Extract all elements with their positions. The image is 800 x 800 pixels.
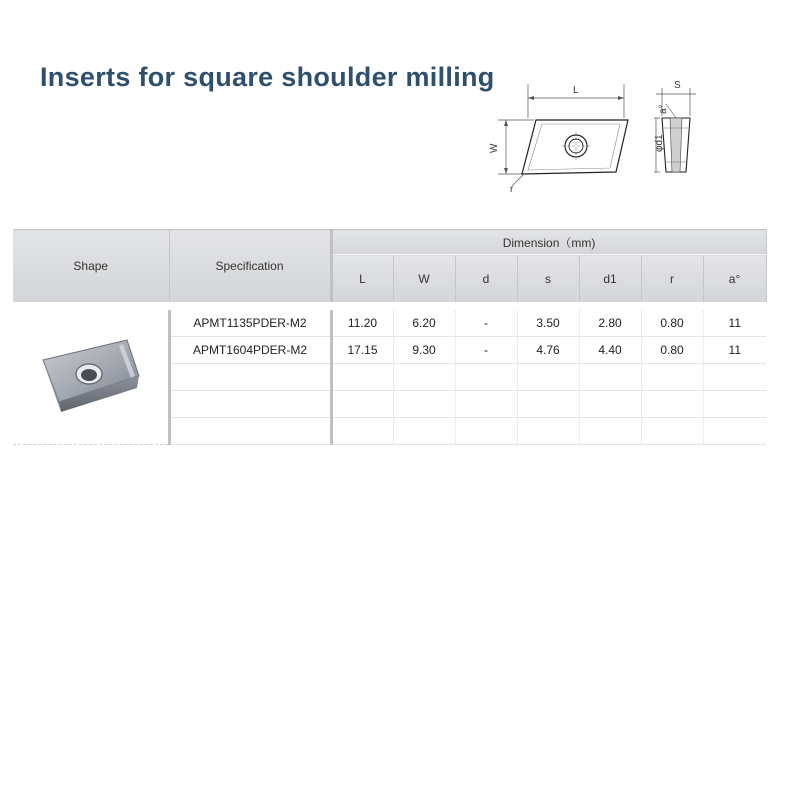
spec-cell	[169, 418, 331, 445]
cell-d1	[579, 391, 641, 418]
cell-s	[517, 418, 579, 445]
spec-cell: APMT1135PDER-M2	[169, 306, 331, 337]
diagram-label-a: a°	[658, 104, 669, 114]
cell-l	[331, 418, 393, 445]
insert-shape-image	[35, 336, 145, 416]
cell-r	[641, 391, 703, 418]
cell-d1: 2.80	[579, 306, 641, 337]
cell-d1: 4.40	[579, 337, 641, 364]
spec-cell	[169, 391, 331, 418]
cell-w	[393, 391, 455, 418]
insert-dimension-diagram	[484, 78, 706, 196]
header-col-l: L	[331, 255, 393, 307]
header-col-a: a°	[703, 255, 766, 307]
cell-s	[517, 391, 579, 418]
cell-r	[641, 418, 703, 445]
diagram-label-d1: φd1	[654, 134, 665, 152]
cell-a	[703, 418, 766, 445]
cell-a: 11	[703, 306, 766, 337]
spec-cell	[169, 364, 331, 391]
spec-cell: APMT1604PDER-M2	[169, 337, 331, 364]
insert-spec-table	[13, 229, 767, 445]
cell-s: 4.76	[517, 337, 579, 364]
table-row	[13, 306, 766, 337]
cell-r	[641, 364, 703, 391]
diagram-label-w: W	[489, 143, 500, 153]
cell-d: -	[455, 306, 517, 337]
header-col-s: s	[517, 255, 579, 307]
diagram-label-l: L	[573, 85, 579, 96]
header-shape: Shape	[13, 230, 169, 307]
header-col-w: W	[393, 255, 455, 307]
cell-w: 6.20	[393, 306, 455, 337]
cell-l: 17.15	[331, 337, 393, 364]
page-title: Inserts for square shoulder milling	[40, 62, 495, 92]
header-col-d1: d1	[579, 255, 641, 307]
header-col-d: d	[455, 255, 517, 307]
cell-w: 9.30	[393, 337, 455, 364]
dimension-drawing	[484, 78, 706, 196]
cell-d	[455, 418, 517, 445]
cell-d	[455, 364, 517, 391]
cell-d: -	[455, 337, 517, 364]
cell-r: 0.80	[641, 306, 703, 337]
cell-r: 0.80	[641, 337, 703, 364]
header-col-r: r	[641, 255, 703, 307]
cell-l	[331, 364, 393, 391]
cell-a	[703, 391, 766, 418]
diagram-label-r: r	[510, 184, 514, 195]
cell-w	[393, 364, 455, 391]
header-specification: Specification	[169, 230, 331, 307]
cell-d1	[579, 418, 641, 445]
header-dimension: Dimension（mm)	[331, 230, 766, 255]
cell-d	[455, 391, 517, 418]
cell-a	[703, 364, 766, 391]
cell-a: 11	[703, 337, 766, 364]
cell-s	[517, 364, 579, 391]
cell-l	[331, 391, 393, 418]
cell-s: 3.50	[517, 306, 579, 337]
insert-shape-cell	[13, 306, 169, 445]
cell-w	[393, 418, 455, 445]
cell-l: 11.20	[331, 306, 393, 337]
cell-d1	[579, 364, 641, 391]
diagram-label-s: S	[674, 80, 681, 91]
